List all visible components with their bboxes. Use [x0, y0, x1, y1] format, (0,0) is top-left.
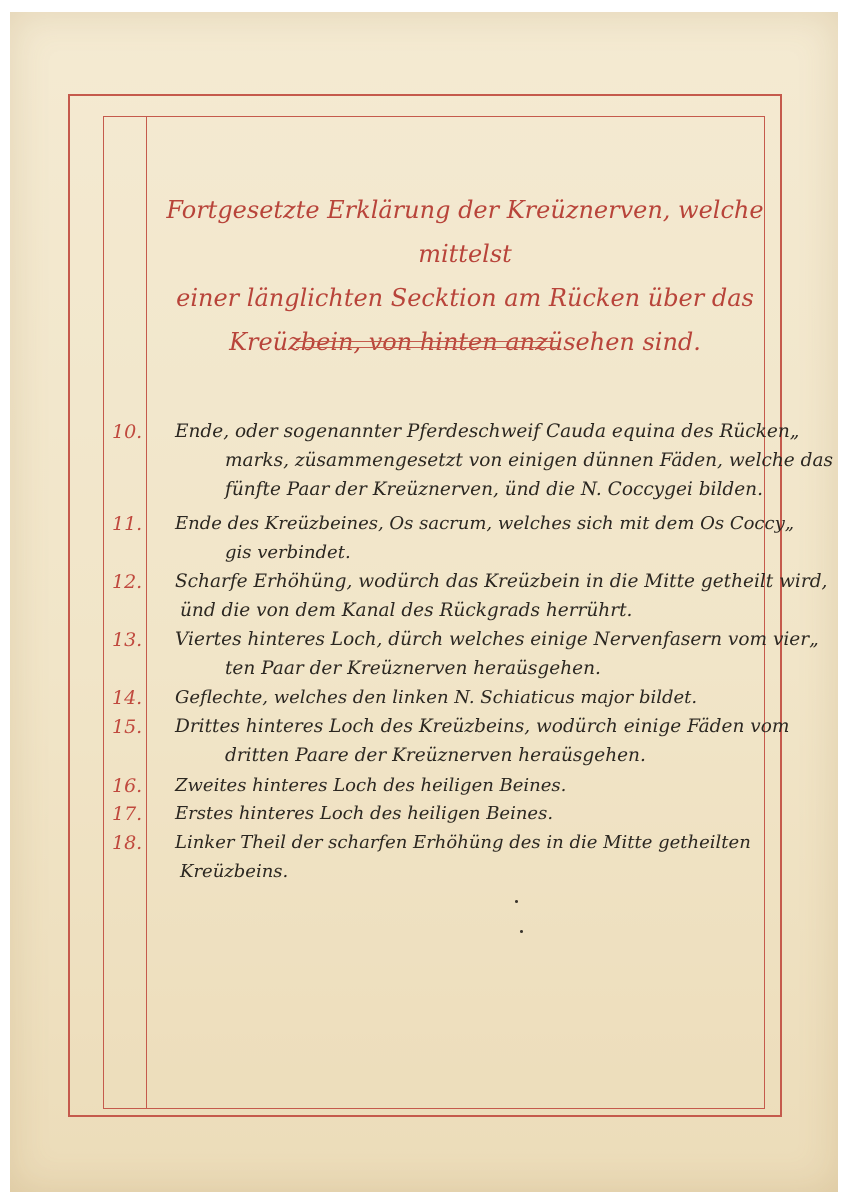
entry-number: 16.	[112, 775, 143, 797]
entry-line: marks, züsammengesetzt von einigen dünnen Fäden, welche das	[225, 450, 833, 471]
title-line-2: einer länglichten Secktion am Rücken über das	[176, 284, 754, 312]
entry-line: Ende, oder sogenannter Pferdeschweif Cauda equina des Rücken„	[175, 421, 800, 442]
entry-line: Scharfe Erhöhüng, wodürch das Kreüzbein in die Mitte getheilt wird,	[175, 571, 828, 592]
title-line-1: Fortgesetzte Erklärung der Kreüznerven, welche mittelst	[166, 196, 764, 268]
entry-number: 11.	[112, 513, 143, 535]
entry-line: dritten Paare der Kreüznerven heraüsgehen.	[225, 745, 646, 766]
entry-line: Linker Theil der scharfen Erhöhüng des in die Mitte getheilten	[175, 832, 751, 853]
page-title	[165, 188, 765, 364]
entry-number: 15.	[112, 716, 143, 738]
title-rule-upper	[296, 341, 558, 342]
title-line-3: Kreüzbein, von hinten anzüsehen sind.	[229, 328, 701, 356]
ink-dot	[520, 930, 523, 933]
entry-line: Drittes hinteres Loch des Kreüzbeins, wodürch einige Fäden vom	[175, 716, 790, 737]
entry-line: Zweites hinteres Loch des heiligen Beines.	[175, 775, 567, 796]
entry-number: 12.	[112, 571, 143, 593]
title-rule-lower	[296, 347, 558, 348]
entry-number: 13.	[112, 629, 143, 651]
ink-dot	[515, 900, 518, 903]
entry-line: ten Paar der Kreüznerven heraüsgehen.	[225, 658, 601, 679]
entry-number: 10.	[112, 421, 143, 443]
entry-line: ünd die von dem Kanal des Rückgrads herrührt.	[180, 600, 633, 621]
entry-number: 17.	[112, 803, 143, 825]
entry-line: Kreüzbeins.	[180, 861, 289, 882]
margin-rule	[146, 116, 147, 1109]
entry-number: 18.	[112, 832, 143, 854]
entry-line: fünfte Paar der Kreüznerven, ünd die N. Coccygei bilden.	[225, 479, 763, 500]
entry-number: 14.	[112, 687, 143, 709]
entry-line: Erstes hinteres Loch des heiligen Beines.	[175, 803, 554, 824]
entry-line: Geflechte, welches den linken N. Schiaticus major bildet.	[175, 687, 698, 708]
entry-line: Ende des Kreüzbeines, Os sacrum, welches sich mit dem Os Coccy„	[175, 513, 795, 534]
entry-line: Viertes hinteres Loch, dürch welches einige Nervenfasern vom vier„	[175, 629, 819, 650]
entry-line: gis verbindet.	[225, 542, 351, 563]
